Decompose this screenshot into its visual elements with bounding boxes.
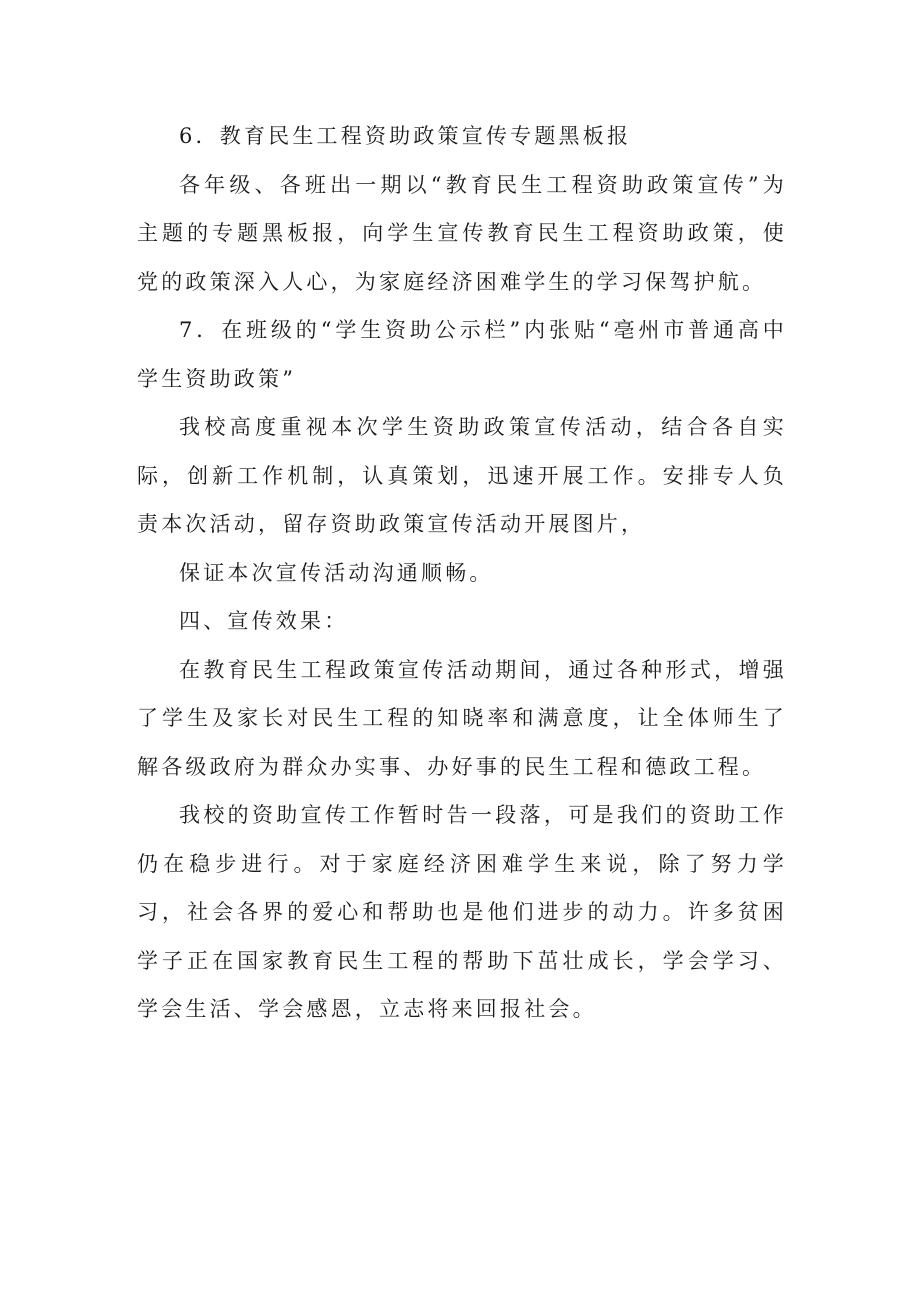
heading-effect: 四、宣传效果： (179, 609, 349, 633)
paragraph-blackboard: 各年级、各班出一期以“教育民生工程资助政策宣传”为主题的专题黑板报，向学生宣传教育民生工程资助政策，使党的政策深入人心，为家庭经济困难学生的学习保驾护航。 (137, 172, 787, 294)
paragraph-smooth-communication: 保证本次宣传活动沟通顺畅。 (179, 560, 494, 585)
paragraph-conclusion: 我校的资助宣传工作暂时告一段落，可是我们的资助工作仍在稳步进行。对于家庭经济困难学生来说，除了努力学习，社会各界的爱心和帮助也是他们进步的动力。许多贫困学子正在国家教育民生工程的帮助下茁壮成长，学会学习、学会生活、学会感恩，立志将来回报社会。 (137, 803, 787, 1021)
paragraph-school-attention: 我校高度重视本次学生资助政策宣传活动，结合各自实际，创新工作机制，认真策划，迅速开展工作。安排专人负责本次活动，留存资助政策宣传活动开展图片， (137, 415, 787, 536)
paragraph-effect: 在教育民生工程政策宣传活动期间，通过各种形式，增强了学生及家长对民生工程的知晓率和满意度，让全体师生了解各级政府为群众办实事、办好事的民生工程和德政工程。 (137, 657, 787, 779)
heading-notice-board: 7．在班级的“学生资助公示栏”内张贴“亳州市普通高中学生资助政策” (137, 318, 787, 391)
heading-blackboard: 6．教育民生工程资助政策宣传专题黑板报 (179, 124, 632, 148)
document-body (137, 112, 787, 1034)
